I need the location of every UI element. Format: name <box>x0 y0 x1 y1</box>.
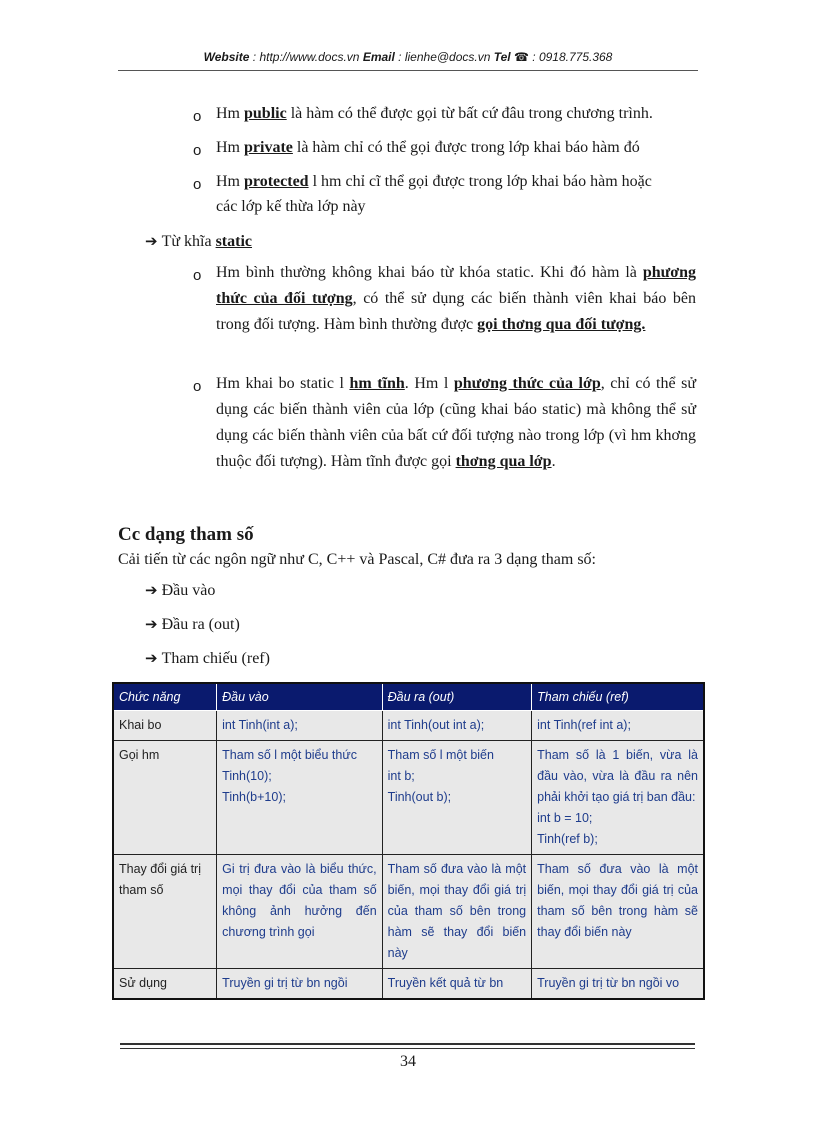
table-header-row <box>113 683 704 711</box>
table-cell: Tham số l một biến int b; Tinh(out b); <box>382 741 531 855</box>
static-heading: ➔ Từ khĩa static <box>145 232 253 250</box>
bullet-icon: o <box>193 267 202 284</box>
object-method-term: phương thức của đối tượng <box>216 264 696 307</box>
footer-divider <box>120 1043 695 1045</box>
table-row <box>113 969 704 1000</box>
table-cell: Tham số đưa vào là một biến, mọi thay đổi giá trị của tham số bên trong hàm sẽ thay đổi biến này <box>382 855 531 969</box>
table-cell: Sử dụng <box>113 969 217 1000</box>
arrow-right-icon: ➔ <box>145 581 158 599</box>
tel-label: Tel ☎ <box>493 50 529 64</box>
page-number: 34 <box>400 1053 416 1070</box>
static-item-static: Hm khai bo static l hm tĩnh. Hm l phương thức của lớp, chỉ có thể sử dụng các biến thành viên của lớp (cũng khai báo static) mà không thể sử dụng các biến thành viên của bất cứ đối tượng nào trong lớp (vì hm khơng thuộc đối tượng). Hàm tĩnh được gọi thơng qua lớp. <box>216 375 697 470</box>
protected-keyword: protected <box>244 173 309 190</box>
website-label: Website <box>203 50 250 64</box>
parameter-comparison-table <box>112 682 705 1000</box>
class-method-term: phương thức của lớp <box>453 375 601 392</box>
param-type-item: ➔ Đầu ra (out) <box>145 615 240 633</box>
call-via-class-term: thơng qua lớp <box>455 453 552 470</box>
table-header-cell: Đầu ra (out) <box>382 683 531 711</box>
public-keyword: public <box>244 105 287 122</box>
table-header-cell: Tham chiếu (ref) <box>532 683 704 711</box>
table-cell: Tham số l một biểu thức Tinh(10); Tinh(b+10); <box>217 741 383 855</box>
table-row <box>113 741 704 855</box>
call-via-object-term: gọi thơng qua đối tượng. <box>477 316 646 333</box>
table-cell: Truyền gi trị từ bn ngồi vo <box>532 969 704 1000</box>
public-item: Hm public là hàm có thể được gọi từ bất cứ đâu trong chương trình. <box>216 105 653 122</box>
bullet-icon: o <box>193 108 202 125</box>
table-cell: Thay đổi giá trị tham số <box>113 855 217 969</box>
param-type-item: ➔ Đầu vào <box>145 581 216 599</box>
table-header-cell: Chức năng <box>113 683 217 711</box>
table-row <box>113 711 704 741</box>
table-header-cell: Đầu vào <box>217 683 383 711</box>
table-cell: int Tinh(int a); <box>217 711 383 741</box>
page-header <box>118 50 698 64</box>
bullet-icon: o <box>193 176 202 193</box>
static-keyword: static <box>215 233 253 250</box>
footer-divider <box>120 1048 695 1049</box>
email-value[interactable]: : lienhe@docs.vn <box>394 50 494 64</box>
arrow-right-icon: ➔ <box>145 649 158 667</box>
table-cell: int Tinh(ref int a); <box>532 711 704 741</box>
table-cell: Truyền gi trị từ bn ngồi <box>217 969 383 1000</box>
arrow-right-icon: ➔ <box>145 232 158 250</box>
section-title: Cc dạng tham số <box>118 524 254 545</box>
header-divider <box>118 70 698 71</box>
private-keyword: private <box>244 139 293 156</box>
bullet-icon: o <box>193 378 202 395</box>
table-row <box>113 855 704 969</box>
table-cell: Gi trị đưa vào là biểu thức, mọi thay đổi của tham số không ảnh hưởng đến chương trình gọi <box>217 855 383 969</box>
table-cell: Tham số là 1 biến, vừa là đầu vào, vừa là đầu ra nên phải khởi tạo giá trị ban đầu: int b = 10; Tinh(ref b); <box>532 741 704 855</box>
private-item: Hm private là hàm chỉ có thể gọi được trong lớp khai báo hàm đó <box>216 139 640 156</box>
table-cell: Truyền kết quả từ bn <box>382 969 531 1000</box>
table-cell: Gọi hm <box>113 741 217 855</box>
section-intro: Cải tiến từ các ngôn ngữ như C, C++ và Pascal, C# đưa ra 3 dạng tham số: <box>118 551 596 568</box>
static-item-normal: Hm bình thường không khai báo từ khóa static. Khi đó hàm là phương thức của đối tượng, có thể sử dụng các biến thành viên khai báo bên trong đối tượng. Hàm bình thường được gọi thơng qua đối tượng. <box>216 264 696 333</box>
arrow-right-icon: ➔ <box>145 615 158 633</box>
table-cell: Khai bo <box>113 711 217 741</box>
param-type-item: ➔ Tham chiếu (ref) <box>145 649 270 667</box>
website-value[interactable]: : http://www.docs.vn <box>249 50 363 64</box>
tel-value: : 0918.775.368 <box>528 50 613 64</box>
table-cell: int Tinh(out int a); <box>382 711 531 741</box>
protected-item: Hm protected l hm chỉ cĩ thể gọi được trong lớp khai báo hàm hoặc <box>216 173 652 190</box>
static-method-term: hm tĩnh <box>349 375 405 392</box>
email-label: Email <box>362 50 395 64</box>
table-cell: Tham số đưa vào là một biến, mọi thay đổi giá trị của tham số bên trong hàm sẽ thay đổi biến này <box>532 855 704 969</box>
protected-item-cont: các lớp kế thừa lớp này <box>216 198 366 215</box>
bullet-icon: o <box>193 142 202 159</box>
